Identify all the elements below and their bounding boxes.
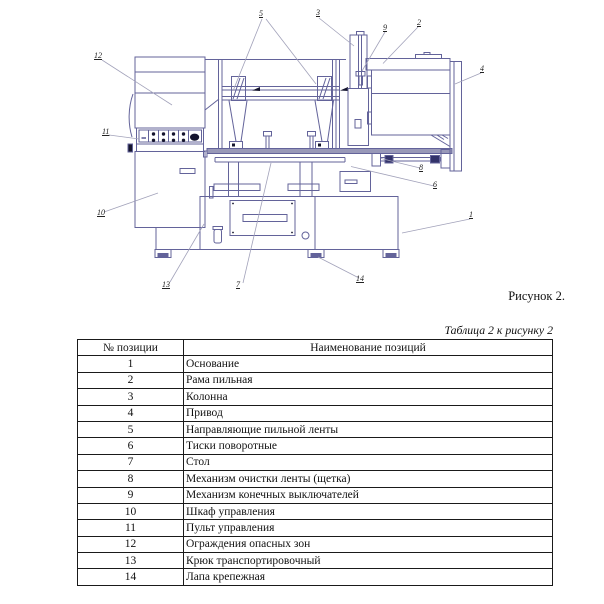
table-row: 3 Колонна — [78, 389, 553, 405]
callout-10: 10 — [97, 208, 105, 217]
right-band-guide — [315, 77, 334, 150]
callout-5: 5 — [259, 9, 263, 18]
callout-8: 8 — [419, 163, 423, 172]
callout-11: 11 — [102, 127, 110, 136]
table-row: 5 Направляющие пильной ленты — [78, 421, 553, 437]
table-row: 4 Привод — [78, 405, 553, 421]
guard-door-arc — [129, 94, 133, 137]
table-row: 9 Механизм конечных выключателей — [78, 487, 553, 503]
mounting-feet — [155, 250, 399, 258]
table-row: 14 Лапа крепежная — [78, 569, 553, 585]
callout-3: 3 — [316, 8, 320, 17]
callout-7: 7 — [236, 280, 240, 289]
table-row: 11 Пульт управления — [78, 520, 553, 536]
table-row: 7 Стол — [78, 454, 553, 470]
callout-14: 14 — [356, 274, 364, 283]
callout-9: 9 — [383, 23, 387, 32]
table-row: 10 Шкаф управления — [78, 503, 553, 519]
header-position-number: № позиции — [78, 340, 184, 356]
left-band-guide — [229, 77, 247, 150]
table-title: Таблица 2 к рисунку 2 — [444, 323, 553, 337]
table-row: 6 Тиски поворотные — [78, 438, 553, 454]
callout-4: 4 — [480, 64, 484, 73]
parts-legend-table — [77, 339, 553, 586]
callout-12: 12 — [94, 51, 102, 60]
figure-caption: Рисунок 2. — [508, 289, 565, 303]
table-row: 8 Механизм очистки ленты (щетка) — [78, 471, 553, 487]
callout-1: 1 — [469, 210, 473, 219]
table-header-row — [78, 340, 553, 356]
table-row: 12 Ограждения опасных зон — [78, 536, 553, 552]
table-row: 1 Основание — [78, 356, 553, 372]
table-row: 2 Рама пильная — [78, 372, 553, 388]
header-position-name: Наименование позиций — [184, 340, 553, 356]
callout-2: 2 — [417, 18, 421, 27]
table-row: 13 Крюк транспортировочный — [78, 553, 553, 569]
callout-6: 6 — [433, 180, 437, 189]
callout-13: 13 — [162, 280, 170, 289]
